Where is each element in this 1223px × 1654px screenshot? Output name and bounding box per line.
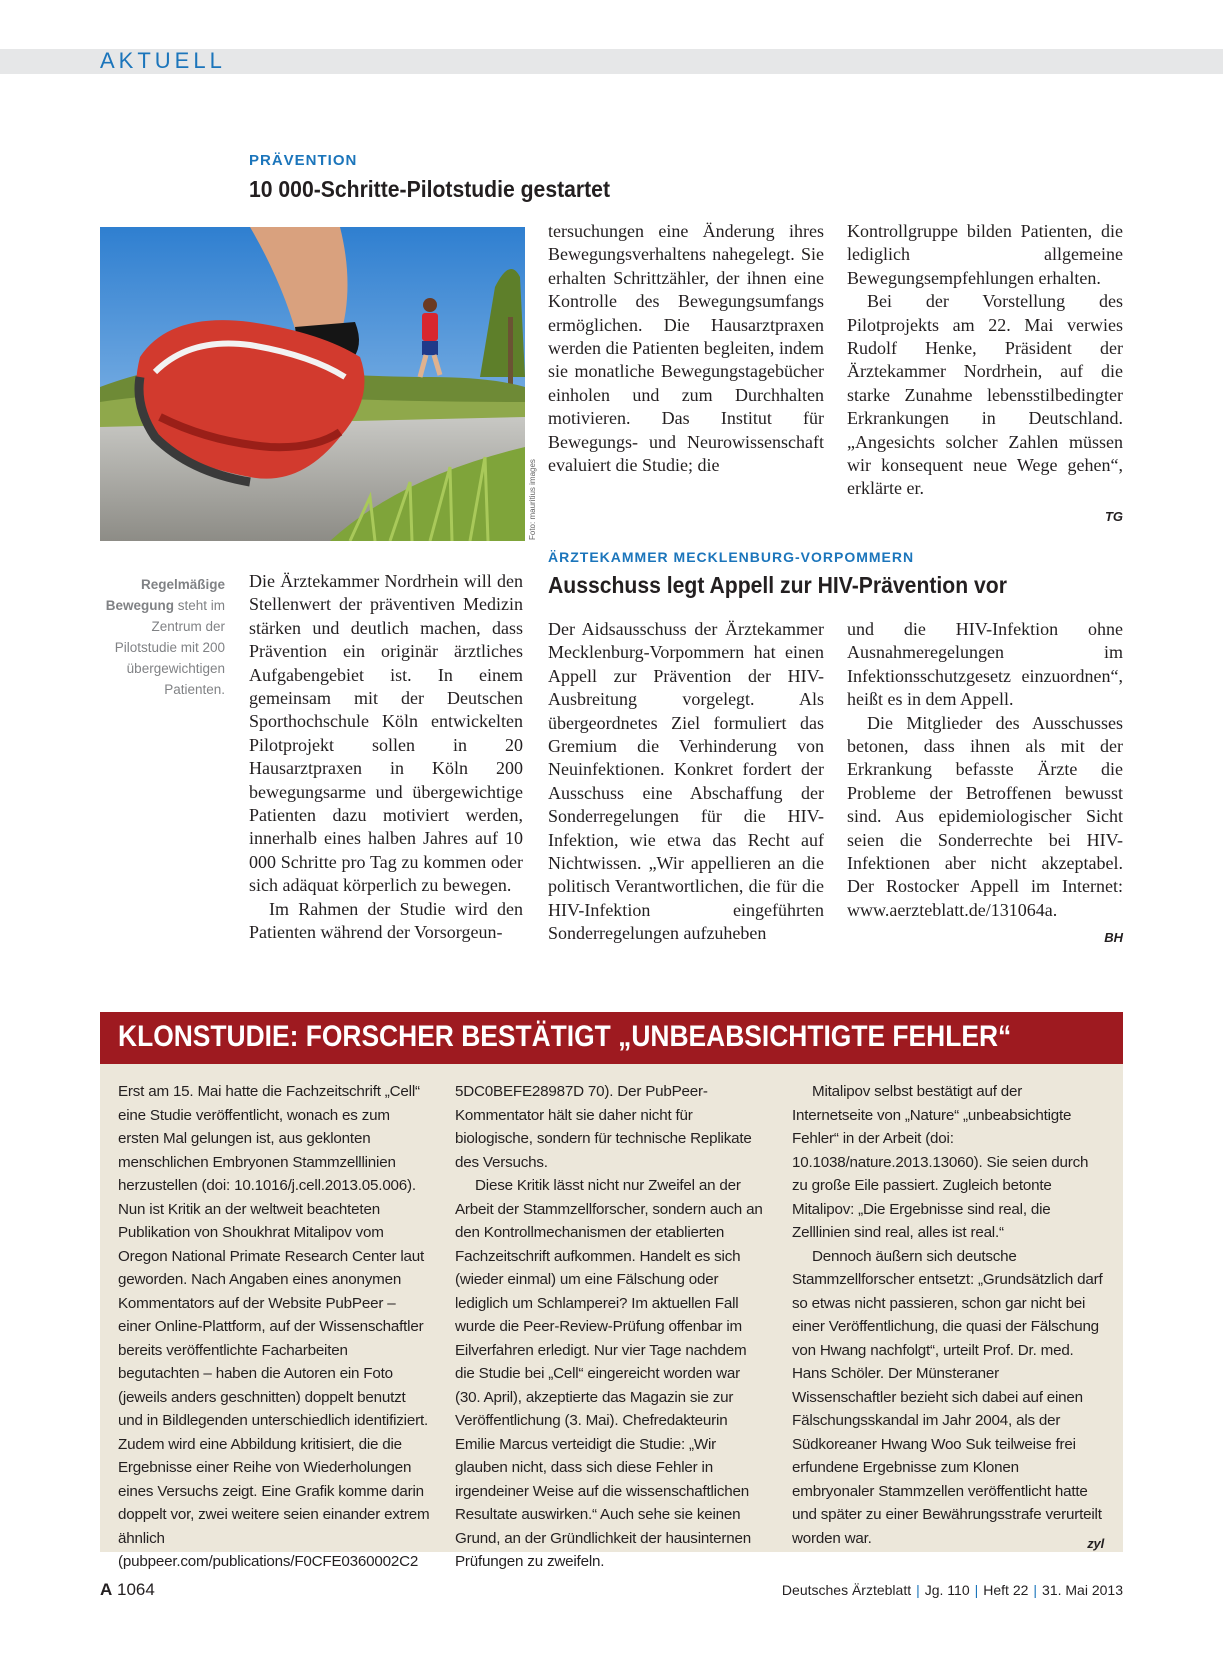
box-paragraph: Mitalipov selbst bestätigt auf der Internetseite von „Nature“ „unbeabsichtigte Fehler“ in der Arbeit (doi: 10.1038/nature.2013.13060). Sie seien durch zu große Eile passiert. Zugleich betonte Mitalipov: „Die Ergebnisse sind real, die Zelllinien sind real, alles ist real.“ bbox=[792, 1083, 1089, 1241]
page-number-value: 1064 bbox=[117, 1580, 155, 1599]
page-number bbox=[100, 1580, 155, 1600]
article2-column-2 bbox=[847, 618, 1123, 950]
article2-paragraph: Der Aidsausschuss der Ärztekammer Mecklenburg-Vorpommern hat einen Appell zur Prävention der HIV-Ausbreitung vorgelegt. Als übergeordnetes Ziel formuliert das Gremium die Verhinderung von Neuinfektionen. Konkret fordert der Ausschuss eine Abschaffung der Sonderregelungen für die HIV-Infektion, wie etwa das Recht auf Nichtwissen. „Wir appellieren an die politisch Verantwortlichen, die für die HIV-Infektion eingeführten Sonderregelungen aufzuheben bbox=[548, 619, 824, 944]
box-column-3 bbox=[792, 1080, 1104, 1556]
journal-name: Deutsches Ärzteblatt bbox=[781, 1582, 912, 1598]
info-box-title: KLONSTUDIE: FORSCHER BESTÄTIGT „UNBEABSICHTIGTE FEHLER“ bbox=[118, 1020, 1012, 1053]
article1-column-1 bbox=[249, 570, 523, 945]
article2-signature: BH bbox=[1104, 930, 1123, 946]
caption-bold: Regelmäßige Bewegung bbox=[105, 577, 225, 613]
caption-text: steht im Zentrum der Pilotstudie mit 200 übergewichtigen Patienten. bbox=[114, 598, 225, 697]
article1-paragraph: Bei der Vorstellung des Pilotprojekts am 22. Mai verwies Rudolf Henke, Präsident der Ärztekammer Nordrhein, auf die starke Zunahme lebensstilbedingter Erkrankungen in Deutschland. „Angesichts solcher Zahlen müssen wir konsequent neue Wege gehen“, erklärte er. bbox=[847, 291, 1123, 499]
box-paragraph: Erst am 15. Mai hatte die Fachzeitschrift „Cell“ eine Studie veröffentlicht, wonach es zum ersten Mal gelungen ist, aus geklonten menschlichen Embryonen Stammzelllinien herzustellen (doi: 10.1016/j.cell.2013.05.006). Nun ist Kritik an der weltweit beachteten Publikation von Shoukhrat Mitalipov vom Oregon National Primate Research Center laut geworden. Nach Angaben eines anonymen Kommentators auf der Website PubPeer – einer Online-Plattform, auf der Wissenschaftler bereits veröffentlichte Facharbeiten begutachten – haben die Autoren ein Foto (jeweils anders geschnitten) doppelt benutzt und in Bildlegenden unterschiedlich identifiziert. Zudem wird eine Abbildung kritisiert, die die Ergebnisse einer Reihe von Wiederholungen eines Versuchs zeigt. Eine Grafik komme darin doppelt vor, zwei weitere seien einander extrem ähnlich (pubpeer.com/publications/F0CFE0360002C2 bbox=[118, 1083, 430, 1570]
article1-paragraph: Kontrollgruppe bilden Patienten, die lediglich allgemeine Bewegungsempfehlungen erhalten. bbox=[847, 221, 1123, 288]
article1-kicker: PRÄVENTION bbox=[249, 152, 358, 169]
article1-title: 10 000-Schritte-Pilotstudie gestartet bbox=[249, 176, 611, 202]
photo-credit-text: Foto: mauritius images bbox=[528, 459, 537, 540]
box-signature: zyl bbox=[1087, 1536, 1104, 1551]
box-paragraph: Diese Kritik lässt nicht nur Zweifel an der Arbeit der Stammzellforscher, sondern auch an den Kontrollmechanismen der etablierten Fachzeitschrift aufkommen. Handelt es sich (wieder einmal) um eine Fälschung oder lediglich um Schlamperei? Im aktuellen Fall wurde die Peer-Review-Prüfung offenbar im Eilverfahren erledigt. Nur vier Tage nachdem die Studie bei „Cell“ eingereicht worden war (30. April), akzeptierte das Magazin sie zur Veröffentlichung (3. Mai). Chefredakteurin Emilie Marcus verteidigt die Studie: „Wir glauben nicht, dass sich diese Fehler in irgendeiner Weise auf die wissenschaftlichen Resultate auswirken.“ Auch sehe sie keinen Grund, an der Gründlichkeit der hausinternen Prüfungen zu zweifeln. bbox=[455, 1177, 763, 1570]
article1-paragraph: Die Ärztekammer Nordrhein will den Stellenwert der präventiven Medizin stärken und deutlich machen, dass Prävention ein originär ärztliches Aufgabengebiet ist. In einem gemeinsam mit der Deutschen Sporthochschule Köln entwickelten Pilotprojekt sollen in 20 Hausarztpraxen in Köln 200 bewegungsarme und übergewichtige Patienten dazu motiviert werden, innerhalb eines halben Jahres auf 10 000 Schritte pro Tag zu kommen oder sich adäquat körperlich zu bewegen. bbox=[249, 571, 523, 896]
article2-paragraph: Die Mitglieder des Ausschusses betonen, dass ihnen als mit der Erkrankung befasste Ärzte die Probleme der Betroffenen bewusst sind. Aus epidemiologischer Sicht seien die Sonderrechte bei HIV-Infektionen aber nicht akzeptabel. Der Rostocker Appell im Internet: www.aerzteblatt.de/131064a. bbox=[847, 712, 1123, 920]
journal-volume: Jg. 110 bbox=[924, 1582, 970, 1598]
running-photo bbox=[100, 227, 525, 541]
photo-credit bbox=[528, 460, 540, 540]
photo-caption bbox=[100, 574, 225, 700]
article1-column-2 bbox=[548, 220, 824, 477]
box-column-1 bbox=[118, 1080, 430, 1574]
article1-paragraph: Im Rahmen der Studie wird den Patienten während der Vorsorgeun- bbox=[249, 898, 523, 943]
journal-footer: Deutsches Ärzteblatt | Jg. 110 | Heft 22 | 31. Mai 2013 bbox=[781, 1582, 1123, 1598]
article1-paragraph: tersuchungen eine Änderung ihres Bewegungsverhaltens nahegelegt. Sie erhalten Schrittzähler, der ihnen eine Kontrolle des Bewegungsumfangs ermöglichen. Die Hausarztpraxen werden die Patienten begleiten, indem sie monatliche Bewegungstagebücher einholen und zum Durchhalten motivieren. Das Institut für Bewegungs- und Neurowissenschaft evaluiert die Studie; die bbox=[548, 221, 824, 476]
page-prefix: A bbox=[100, 1580, 113, 1599]
article2-title: Ausschuss legt Appell zur HIV-Prävention vor bbox=[548, 572, 1007, 598]
article2-paragraph: und die HIV-Infektion ohne Ausnahmeregelungen im Infektionsschutzgesetz einzuordnen“, heißt es in dem Appell. bbox=[847, 619, 1123, 710]
article1-signature: TG bbox=[1104, 508, 1123, 524]
journal-issue: Heft 22 bbox=[983, 1582, 1029, 1598]
box-paragraph: 5DC0BEFE28987D 70). Der PubPeer-Kommentator hält sie daher nicht für biologische, sondern für technische Replikate des Versuchs. bbox=[455, 1083, 752, 1171]
box-column-2 bbox=[455, 1080, 767, 1574]
section-label: AKTUELL bbox=[100, 48, 226, 73]
article2-column-1 bbox=[548, 618, 824, 946]
journal-date: 31. Mai 2013 bbox=[1042, 1582, 1123, 1598]
box-paragraph: Dennoch äußern sich deutsche Stammzellforscher entsetzt: „Grundsätzlich darf so etwas nicht passieren, schon gar nicht bei einer Veröffentlichung, die quasi der Fälschung von Hwang nachfolgt“, urteilt Prof. Dr. med. Hans Schöler. Der Münsteraner Wissenschaftler bezieht sich dabei auf einen Fälschungsskandal im Jahr 2004, als der Südkoreaner Hwang Woo Suk teilweise frei erfundene Ergebnisse zum Klonen embryonaler Stammzellen veröffentlicht hatte und später zu einer Bewährungsstrafe verurteilt worden war. bbox=[792, 1247, 1103, 1547]
article2-kicker: ÄRZTEKAMMER MECKLENBURG-VORPOMMERN bbox=[548, 549, 915, 565]
article1-column-3 bbox=[847, 220, 1123, 528]
